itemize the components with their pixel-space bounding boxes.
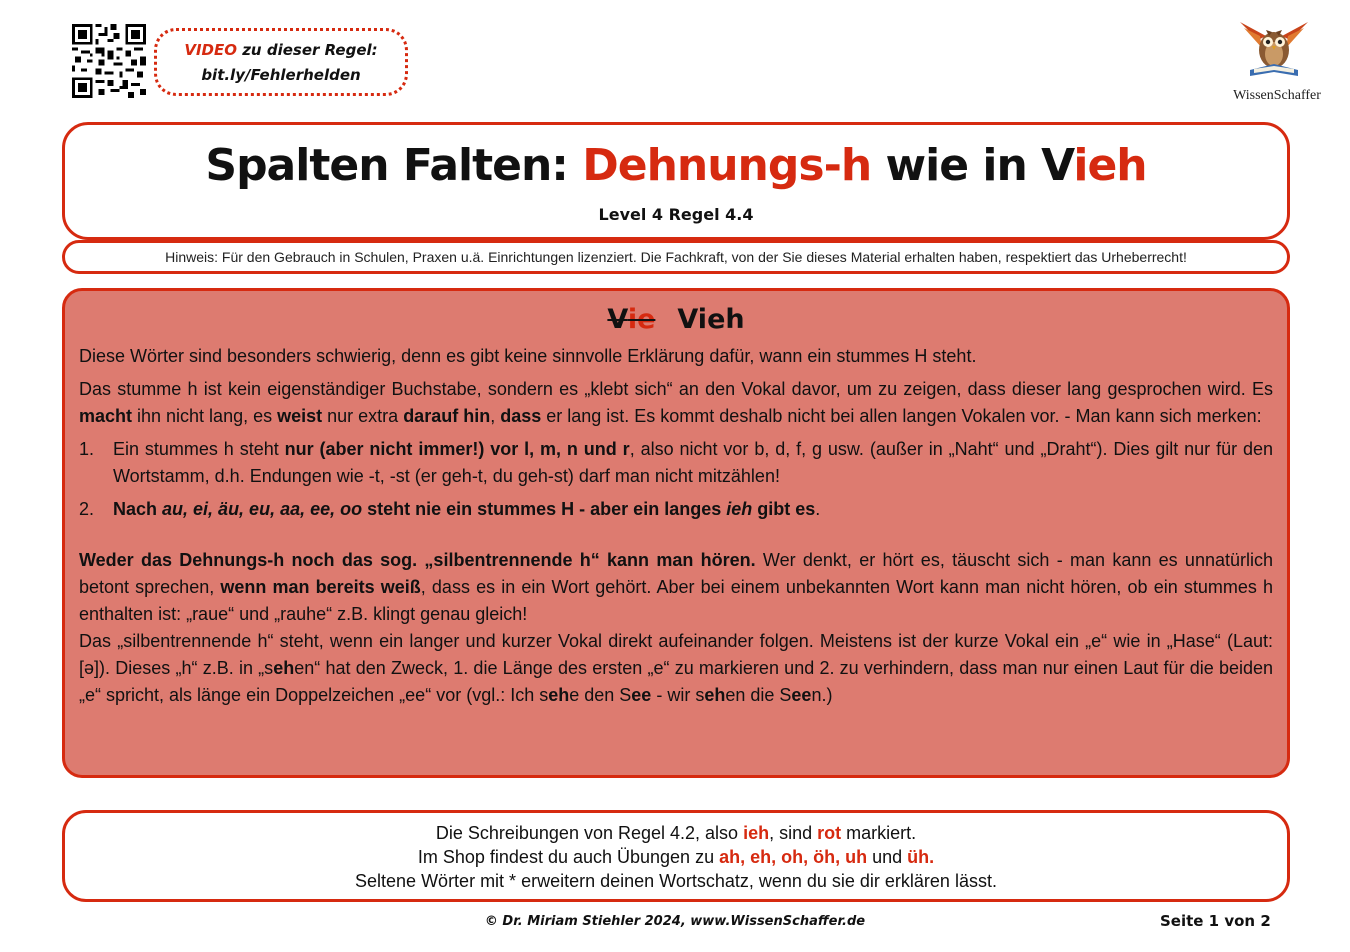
wrong-spelling	[607, 304, 655, 335]
list-item: 2. Nach au, ei, äu, eu, aa, ee, oo steht nie ein stummes H - aber ein langes ieh gibt es.	[79, 496, 1273, 523]
paragraph: Diese Wörter sind besonders schwierig, denn es gibt keine sinnvolle Erklärung dafür, wann ein stummes H steht.	[79, 346, 977, 366]
owl-logo-icon	[1236, 14, 1312, 84]
title-part: Spalten Falten:	[205, 140, 583, 191]
page-number: Seite 1 von 2	[1160, 912, 1271, 930]
title-box	[62, 122, 1290, 240]
wrong-letter: V	[607, 304, 628, 335]
example-heading	[79, 301, 1273, 343]
info-line: Die Schreibungen von Regel 4.2, also ieh, sind rot markiert.	[435, 823, 917, 843]
video-label: VIDEO	[184, 41, 237, 59]
paragraph: Weder das Dehnungs-h noch das sog. „silbentrennende h“ kann man hören. Wer denkt, er hört es, täuscht sich - man kann es unnatürlich betont sprechen, wenn man bereits weiß, dass es in ein Wort gehört. Aber bei einem unbekannten Wort kann man nicht hören, ob ein stummes h enthalten ist: „raue“ und „rauhe“ z.B. klingt genau gleich! Das „silbentrennende h“ steht, wenn ein langer und kurzer Vokal direkt aufeinander folgen. Meistens ist der kurze Vokal ein „e“ wie in „Hase“ (Laut: [ə]). Dieses „h“ z.B. in „sehen“ hat den Zweck, 1. die Länge des ersten „e“ zu markieren und 2. zu verhindern, dass man nur einen Laut für die beiden „e“ spricht, als länge ein Doppelzeichen „ee“ vor (vgl.: Ich sehe den See - wir sehen die Seen.)	[79, 550, 1273, 705]
copyright: © Dr. Miriam Stiehler 2024, www.WissenSchaffer.de	[484, 914, 866, 929]
info-line: Im Shop findest du auch Übungen zu ah, eh, oh, öh, uh und üh.	[417, 847, 935, 867]
info-box	[62, 810, 1290, 902]
list-item: 1. Ein stummes h steht nur (aber nicht immer!) vor l, m, n und r, also nicht vor b, d, f, g usw. (außer in „Naht“ und „Draht“). Dies gilt nur für den Wortstamm, d.h. Endungen wie -t, -st (er geh-t, du geh-st) darf man nicht mitzählen!	[79, 436, 1273, 490]
license-hint: Hinweis: Für den Gebrauch in Schulen, Praxen u.ä. Einrichtungen lizenziert. Die Fachkraft, von der Sie dieses Material erhalten haben, respektiert das Urheberrecht!	[62, 240, 1290, 274]
level-label: Level 4 Regel 4.4	[598, 205, 754, 224]
qr-code-icon	[72, 24, 146, 98]
page-title	[65, 137, 1287, 195]
correct-spelling: Vieh	[677, 304, 745, 335]
paragraph: Das stumme h ist kein eigenständiger Buchstabe, sondern es „klebt sich“ an den Vokal davor, um zu zeigen, dass dieser lang gesprochen wird. Es macht ihn nicht lang, es weist nur extra darauf hin, dass er lang ist. Es kommt deshalb nicht bei allen langen Vokalen vor. - Man kann sich merken:	[79, 379, 1273, 426]
title-highlight: ieh	[1073, 140, 1147, 191]
list-number: 1.	[79, 439, 95, 459]
video-link-box[interactable]	[154, 28, 408, 96]
title-part: wie in V	[871, 140, 1074, 191]
logo-text: WissenSchaffer	[1233, 88, 1321, 103]
title-highlight: Dehnungs-h	[582, 140, 872, 191]
main-panel	[62, 288, 1290, 778]
list-number: 2.	[79, 499, 95, 519]
video-link[interactable]: bit.ly/Fehlerhelden	[201, 66, 361, 84]
info-line: Seltene Wörter mit * erweitern deinen Wortschatz, wenn du sie dir erklären lässt.	[355, 871, 997, 891]
wrong-letters: ie	[627, 304, 656, 335]
video-text: zu dieser Regel:	[236, 41, 378, 59]
